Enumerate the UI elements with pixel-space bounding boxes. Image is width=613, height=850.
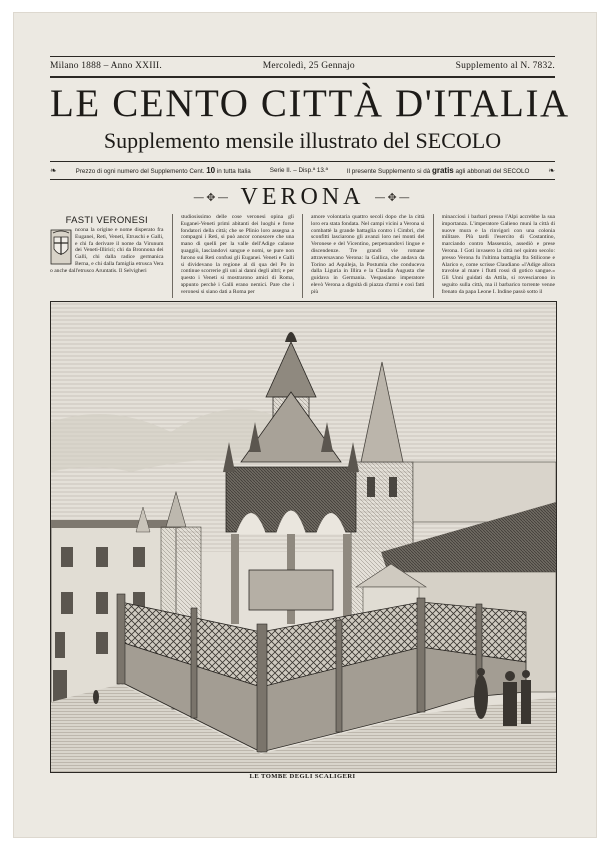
price-rule-top — [50, 161, 555, 162]
newspaper-title: LE CENTO CITTÀ D'ITALIA — [50, 82, 570, 125]
flourish-right-icon: —✥— — [374, 190, 412, 204]
price-info: Prezzo di ogni numero del Supplemento Cent. 10 in tutta Italia — [75, 165, 251, 175]
dropcap-shield-icon — [50, 229, 72, 265]
article-text-1: ncona la origine e nome disperato fra Euganei, Reti, Veneti, Etruschi e Galli, e chi fa derivare il nome da Virunum dei Veneti-Illirici; chi da Bronnona dei Galli, chi dalla radice germanica Berna, e chi dalla famiglia etrusca Vera o anche dall'etrusco Aruntatis. Il Selvigheri — [50, 227, 164, 274]
price-bar — [50, 163, 555, 177]
masthead-rule — [50, 76, 555, 78]
section-title: FASTI VERONESI — [65, 215, 148, 226]
flourish-left-icon: —✥— — [193, 190, 231, 204]
column-divider — [433, 214, 434, 298]
top-rule — [50, 56, 555, 57]
newspaper-subtitle: Supplemento mensile illustrato del SECOLO — [103, 128, 502, 153]
engraving-caption: LE TOMBE DEGLI SCALIGERI — [249, 773, 356, 780]
issue-date: Mercoledì, 25 Gennajo — [262, 61, 355, 71]
newspaper-sheet — [13, 12, 597, 838]
price-rule-bottom — [50, 179, 555, 180]
city-heading-row — [50, 184, 555, 210]
masthead-dateline — [50, 58, 555, 74]
city-heading: VERONA — [240, 184, 365, 210]
front-page — [50, 12, 570, 838]
article-column-1 — [50, 214, 164, 298]
scaliger-tombs-engraving — [50, 301, 557, 773]
article-column-3: amore volontaria quattro secoli dopo che la città loro era stata fondata. Nel campi vicini a Verona si combattè la grande battaglia contro i Cimbri, che sconfitti lasciarono gli avanzi loro nei monti del Veronese e del Vicentino, perpetuandovi lingue e discendenze. Tre grandi vie romane attraversavano Verona: la Gallica, che andava da Torino ad Aquileja, la Postumia che conduceva dalla Liguria in Illira e la Claudia Augusta che guidava in Germania. Vespasiano imperatore elevò Verona a dignità di piazza d'armi e così fatti più — [311, 214, 425, 295]
gratis-info: Il presente Supplemento si dà gratis agli abbonati del SECOLO — [346, 165, 530, 175]
place-year: Milano 1888 – Anno XXIII. — [50, 61, 162, 71]
supplement-number: Supplemento al N. 7832. — [455, 61, 555, 71]
ornament-left-icon: ❧ — [50, 165, 57, 175]
article-columns — [50, 214, 555, 298]
column-divider — [172, 214, 173, 298]
article-column-4: minacciosi i barbari presso l'Alpi accrebbe la sua importanza. L'imperatore Galieno munì la città di nuove mura e la rinvigorì con una colonia militare. Più tardi l'esercito di Costantino, marciando contro Massenzio, assediò e prese Verona. I Goti invasero la città nel quinto secolo: presso Verona fu l'ultima battaglia fra Stilicone e Alarico e, come scrisse Claudiano «l'Adige allora travolse al mare i flutti rossi di gotico sangue.» Gli Unni guidati da Attila, si rovesciarono in seguito sulla città, ma il barbarico torrente venne frenato da papa Leone I. Indine passò sotto il — [441, 214, 555, 295]
ornament-right-icon: ❧ — [548, 165, 555, 175]
column-divider — [302, 214, 303, 298]
series-label: Serie II. – Disp.ª 13.ª — [269, 166, 328, 174]
article-column-2: studiosissimo delle cose veronesi opina gli Euganei-Veneti primi abitanti dei luoghi e forse fondatori della città; che se Plinio loro assegna a compagni i Reti, si può ancor conoscere che una mano di quelli per la valle dell'Adige calasse quaggiù, lasciandovi sangue e nomi, se pure non furono sui Reti confusi gli Euganei. Veneti e Galli si dividevano la regione al di qua del Po in continue scorrerie gli uni ai danni degli altri; e per questo i Veneti si mostrarono amici di Roma, appunto perchè i Galli erano nemici. Pare che i veronesi si siano dati a Roma per — [180, 214, 294, 295]
engraving-image — [51, 302, 556, 772]
